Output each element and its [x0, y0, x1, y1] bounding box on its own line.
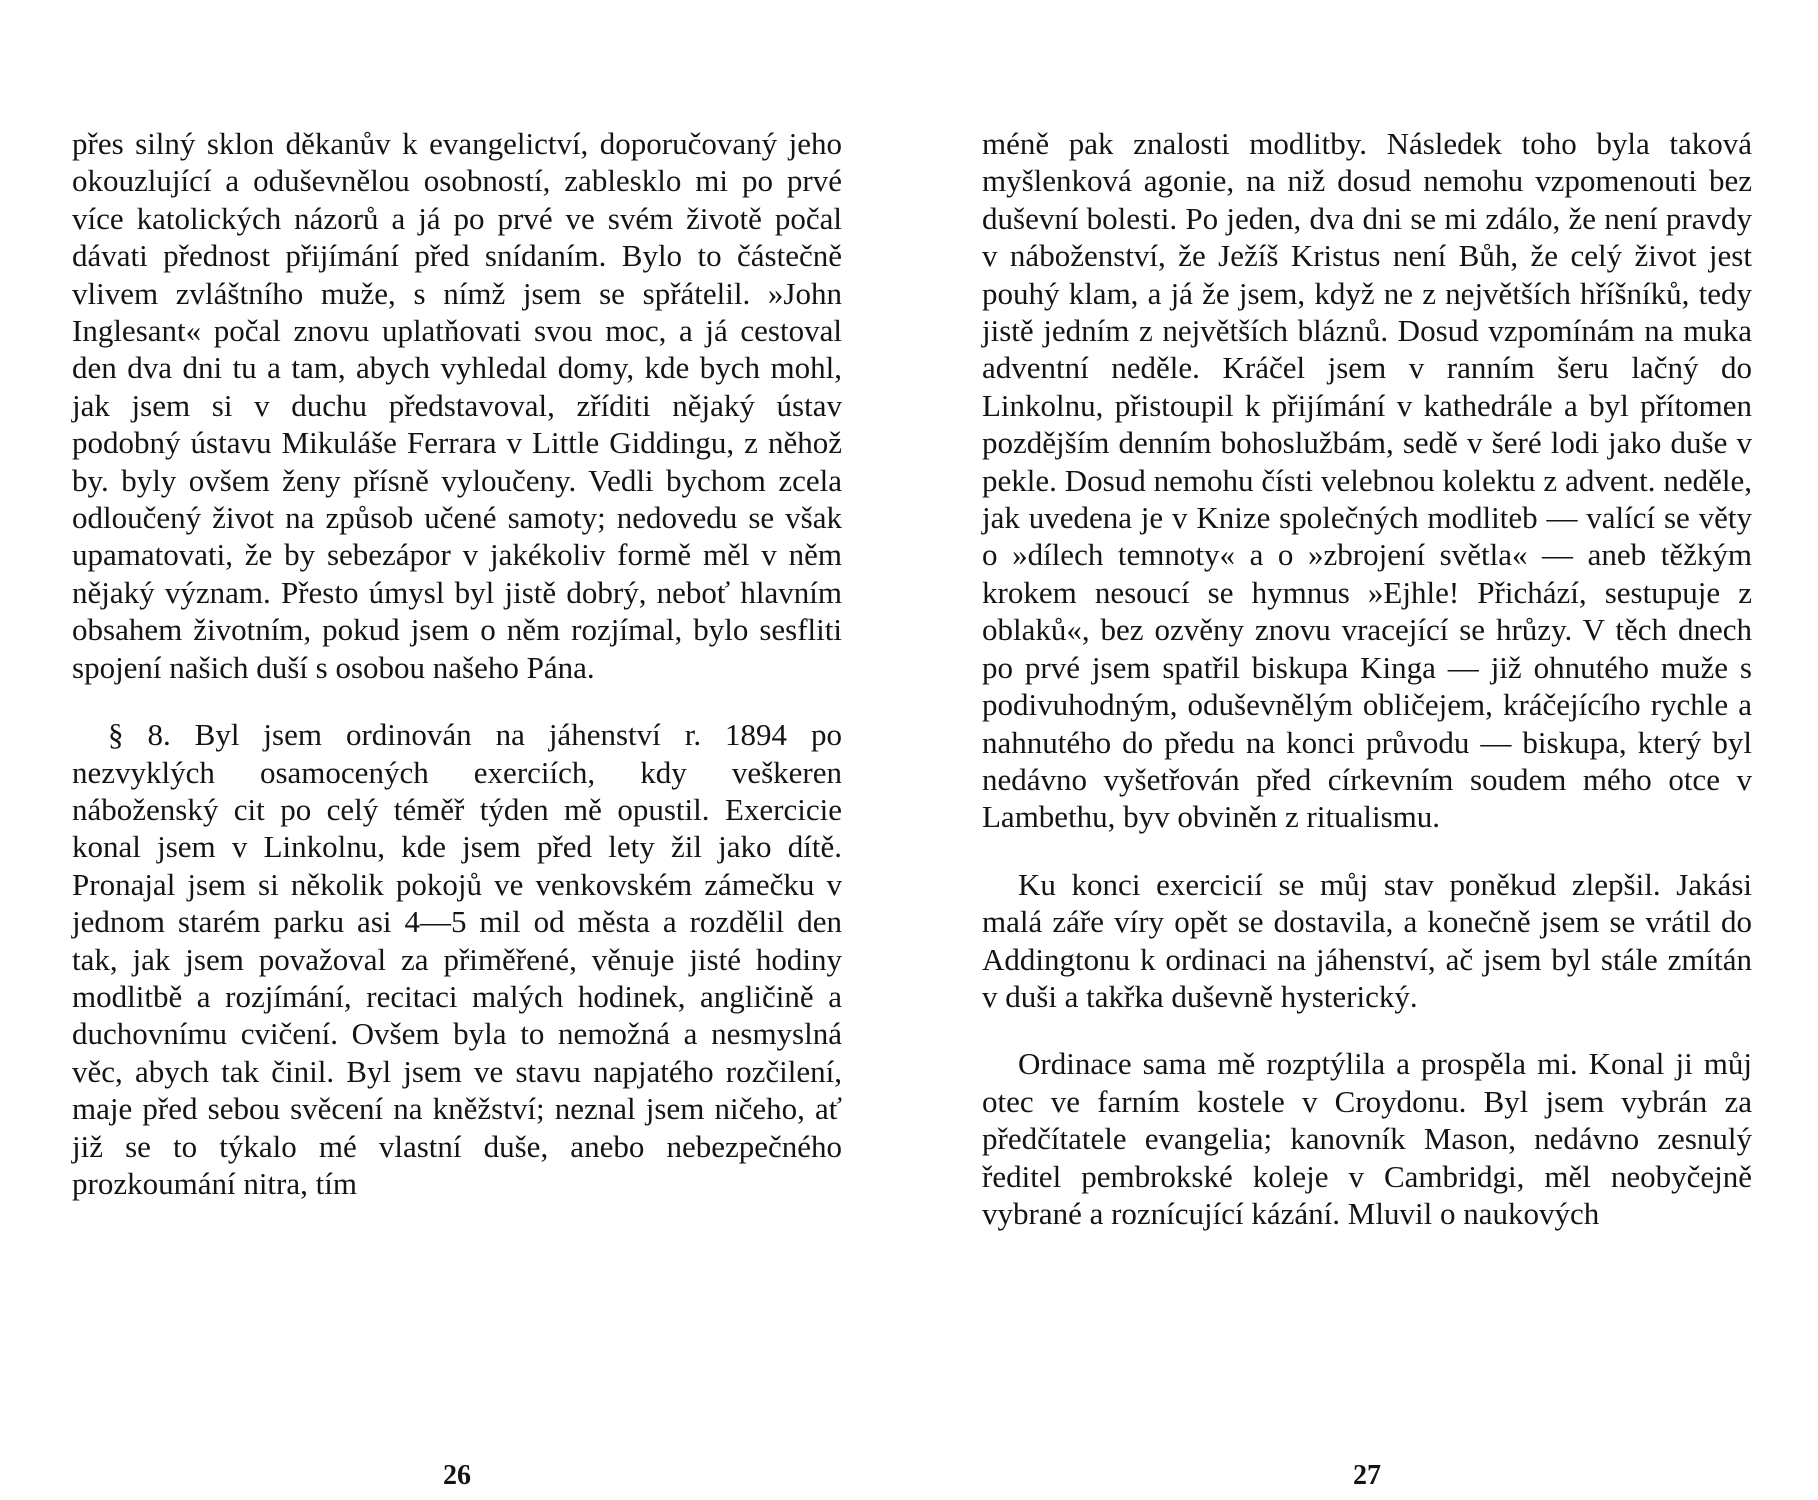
left-paragraph-1: přes silný sklon děkanův k evangelictví, doporučovaný jeho okouzlující a oduševnělou osobností, zablesklo mi po prvé více katolických názorů a já po prvé ve svém životě počal dávati přednost přijímání před snídaním. Bylo to částečně vlivem zvláštního muže, s nímž jsem se spřátelil. »John Inglesant« počal znovu uplatňovati svou moc, a já cestoval den dva dni tu a tam, abych vyhledal domy, kde bych mohl, jak jsem si v duchu představoval, zříditi nějaký ústav podobný ústavu Mikuláše Ferrara v Little Giddingu, z něhož by. byly ovšem ženy přísně vyloučeny. Vedli bychom zcela odloučený život na způsob učené samoty; nedovedu se však upamatovati, že by sebezápor v jakékoliv formě měl v něm nějaký význam. Přesto úmysl byl jistě dobrý, neboť hlavním obsahem životním, pokud jsem o něm rozjímal, bylo sesfliti spojení našich duší s osobou našeho Pána. [72, 126, 842, 685]
right-page-text [982, 125, 1752, 1232]
paragraph-gap [982, 1015, 1752, 1045]
left-page-text [72, 125, 842, 1202]
right-page [982, 125, 1752, 1491]
right-paragraph-1: méně pak znalosti modlitby. Následek toho byla taková myšlenková agonie, na niž dosud nemohu vzpomenouti bez duševní bolesti. Po jeden, dva dni se mi zdálo, že není pravdy v náboženství, že Ježíš Kristus není Bůh, že celý život jest pouhý klam, a já že jsem, když ne z největších hříšníků, tedy jistě jedním z největších bláznů. Dosud vzpomínám na muka adventní neděle. Kráčel jsem v ranním šeru lačný do Linkolnu, přistoupil k přijímání v kathedrále a byl přítomen pozdějším denním bohoslužbám, sedě v šeré lodi jako duše v pekle. Dosud nemohu čísti velebnou kolektu z advent. neděle, jak uvedena je v Knize společných modliteb — valící se věty o »dílech temnoty« a o »zbrojení světla« — aneb těžkým krokem nesoucí se hymnus »Ejhle! Přichází, sestupuje z oblaků«, bez ozvěny znovu vracející se hrůzy. V těch dnech po prvé jsem spatřil biskupa Kinga — již ohnutého muže s podivuhodným, oduševnělým obličejem, kráčejícího rychle a nahnutého do předu na konci průvodu — biskupa, který byl nedávno vyšetřován před církevním soudem mého otce v Lambethu, byv obviněn z ritualismu. [982, 126, 1752, 835]
right-paragraph-3: Ordinace sama mě rozptýlila a prospěla mi. Konal ji můj otec ve farním kostele v Croydonu. Byl jsem vybrán za předčítatele evangelia; kanovník Mason, nedávno zesnulý ředitel pembrokské koleje v Cambridgi, měl neobyčejně vybrané a roznícující kázání. Mluvil o naukových [982, 1046, 1752, 1231]
paragraph-gap [72, 686, 842, 716]
paragraph-gap [982, 836, 1752, 866]
left-page-number: 26 [443, 1460, 471, 1491]
left-paragraph-2: § 8. Byl jsem ordinován na jáhenství r. 1894 po nezvyklých osamocených exerciích, kdy veškeren náboženský cit po celý téměř týden mě opustil. Exercicie konal jsem v Linkolnu, kde jsem před lety žil jako dítě. Pronajal jsem si několik pokojů ve venkovském zámečku v jednom starém parku asi 4—5 mil od města a rozdělil den tak, jak jsem považoval za přiměřené, věnuje jisté hodiny modlitbě a rozjímání, recitaci malých hodinek, angličině a duchovnímu cvičení. Ovšem byla to nemožná a nesmyslná věc, abych tak činil. Byl jsem ve stavu napjatého rozčilení, maje před sebou svěcení na kněžství; neznal jsem ničeho, ať již se to týkalo mé vlastní duše, anebo nebezpečného prozkoumání nitra, tím [72, 717, 842, 1201]
right-page-number: 27 [1353, 1460, 1381, 1491]
right-paragraph-2: Ku konci exercicií se můj stav poněkud zlepšil. Jakási malá záře víry opět se dostavila, a konečně jsem se vrátil do Addingtonu k ordinaci na jáhenství, ač jsem byl stále zmítán v duši a takřka duševně hysterický. [982, 866, 1752, 1014]
left-page [72, 125, 842, 1491]
